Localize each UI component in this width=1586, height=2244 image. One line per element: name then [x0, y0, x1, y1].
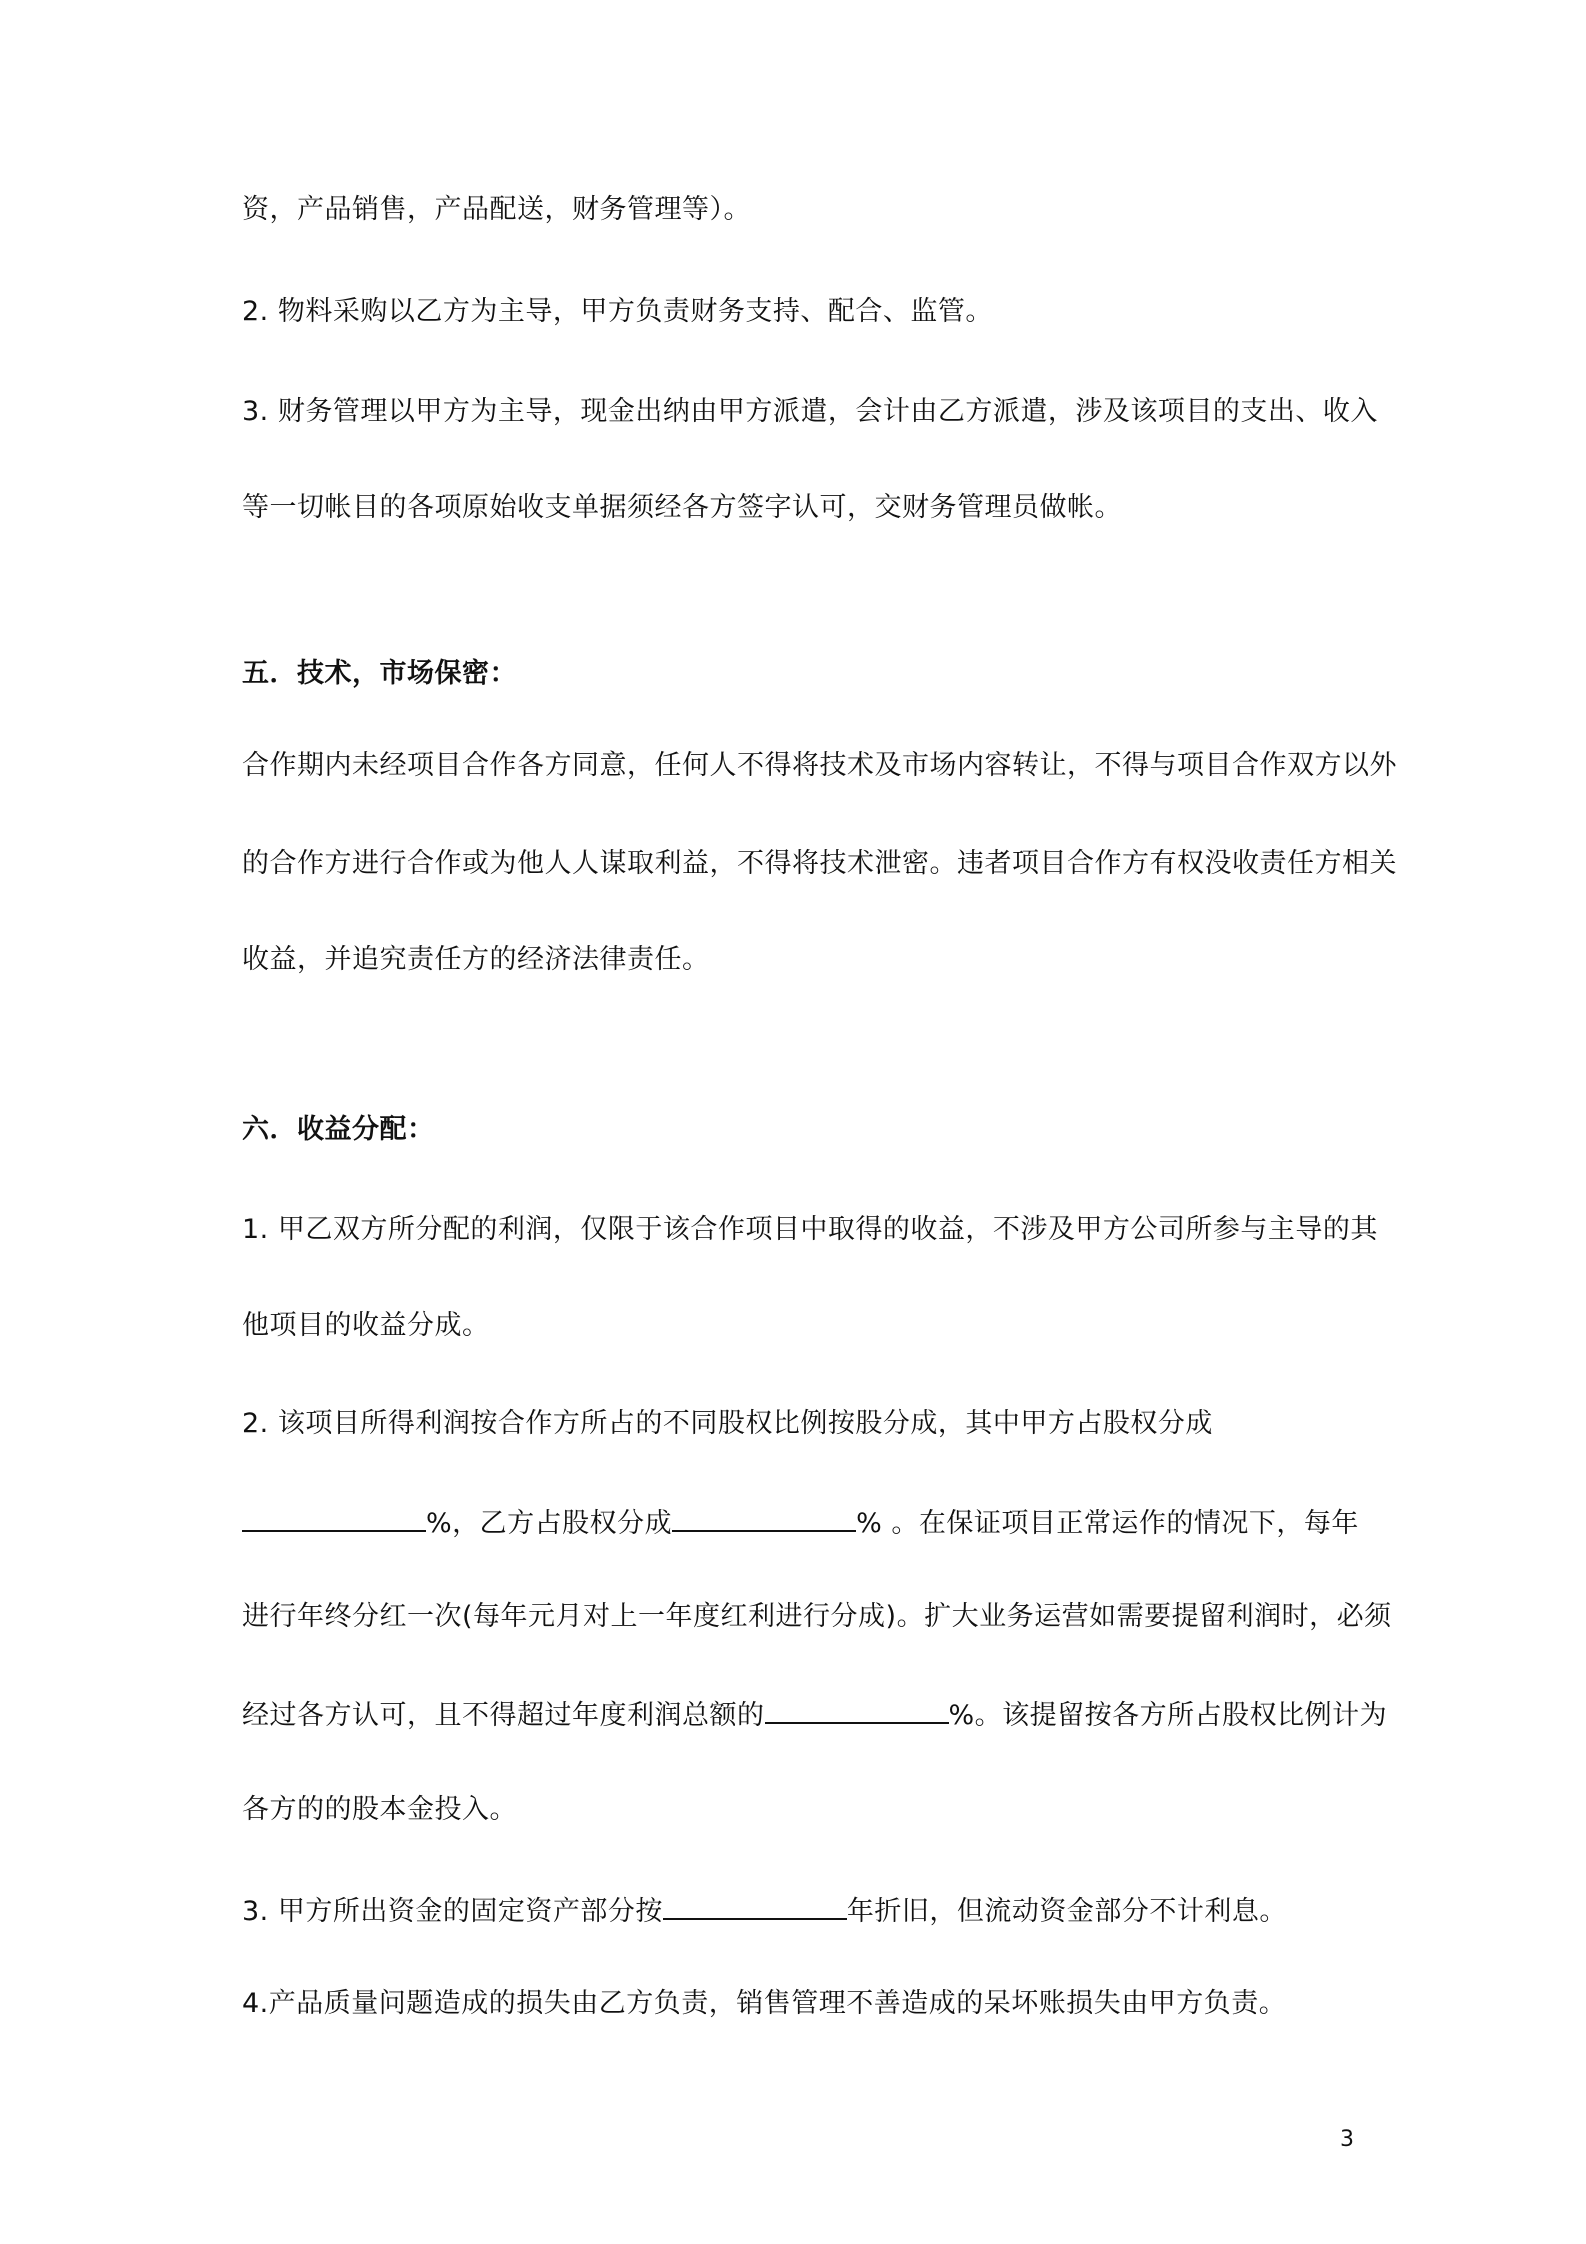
section4-item-3-line2: 等一切帐目的各项原始收支单据须经各方签字认可，交财务管理员做帐。 [242, 492, 1122, 523]
section6-item-1-line2: 他项目的收益分成。 [242, 1310, 490, 1341]
section6-item-2-line5: 各方的的股本金投入。 [242, 1794, 517, 1825]
section6-item-3 [242, 1888, 1287, 1932]
retained-profit-tail: %。该提留按各方所占股权比例计为 [948, 1700, 1388, 1731]
section5-paragraph-line1: 合作期内未经项目合作各方同意，任何人不得将技术及市场内容转让，不得与项目合作双方以外 [242, 750, 1397, 781]
retained-profit-blank [765, 1692, 949, 1724]
section4-item-2: 2. 物料采购以乙方为主导，甲方负责财务支持、配合、监管。 [242, 296, 993, 327]
retained-profit-text: 经过各方认可，且不得超过年度利润总额的 [242, 1700, 765, 1731]
section6-item-4: 4.产品质量问题造成的损失由乙方负责，销售管理不善造成的呆坏账损失由甲方负责。 [242, 1988, 1287, 2019]
party-b-share-text: % 。在保证项目正常运作的情况下，每年 [856, 1508, 1359, 1539]
depreciation-text: 3. 甲方所出资金的固定资产部分按 [242, 1896, 663, 1927]
section5-paragraph-line3: 收益，并追究责任方的经济法律责任。 [242, 944, 710, 975]
depreciation-tail: 年折旧，但流动资金部分不计利息。 [846, 1896, 1287, 1927]
depreciation-years-blank [663, 1888, 847, 1920]
party-a-share-text: %，乙方占股权分成 [426, 1508, 673, 1539]
section5-heading: 五．技术，市场保密： [242, 658, 517, 689]
section6-item-1-line1: 1. 甲乙双方所分配的利润，仅限于该合作项目中取得的收益，不涉及甲方公司所参与主导的其 [242, 1214, 1378, 1245]
section4-continuation: 资，产品销售，产品配送，财务管理等）。 [242, 194, 751, 225]
section6-item-2-line3: 进行年终分红一次(每年元月对上一年度红利进行分成)。扩大业务运营如需要提留利润时，必须 [242, 1601, 1392, 1632]
section6-item-2-line2 [242, 1500, 1359, 1544]
section6-item-2-line4 [242, 1692, 1387, 1736]
section6-item-2-line1: 2. 该项目所得利润按合作方所占的不同股权比例按股分成，其中甲方占股权分成 [242, 1408, 1213, 1439]
party-b-share-blank [672, 1500, 856, 1532]
section6-heading: 六．收益分配： [242, 1114, 435, 1145]
section4-item-3-line1: 3. 财务管理以甲方为主导，现金出纳由甲方派遣，会计由乙方派遣，涉及该项目的支出、收入 [242, 396, 1378, 427]
party-a-share-blank [242, 1500, 426, 1532]
page-number: 3 [1340, 2127, 1355, 2152]
section5-paragraph-line2: 的合作方进行合作或为他人人谋取利益，不得将技术泄密。违者项目合作方有权没收责任方相关 [242, 848, 1397, 879]
